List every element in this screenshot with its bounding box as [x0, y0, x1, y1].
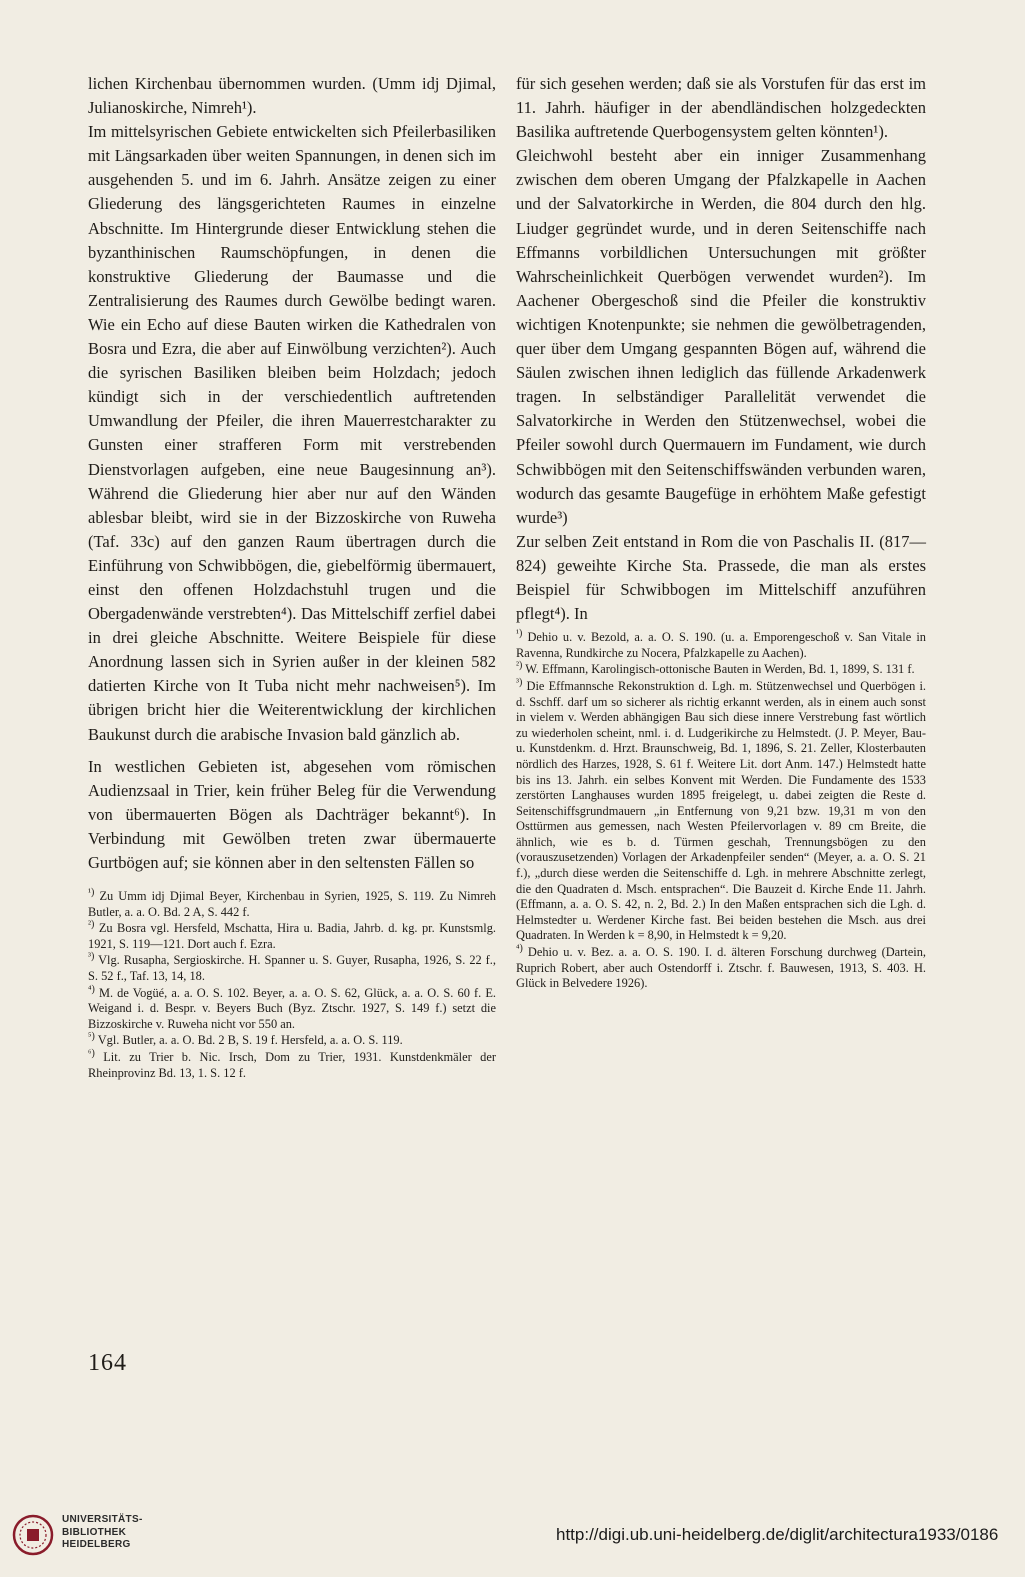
footnote-text: Dehio u. v. Bezold, a. a. O. S. 190. (u. a. Emporengeschoß v. San Vitale in Ravenna, Rundkirche zu Nocera, Pfalzkapelle zu Aachen).: [516, 630, 926, 660]
right-footnotes: [516, 630, 926, 992]
left-footnotes: [88, 886, 496, 1081]
library-line-2: BIBLIOTHEK: [62, 1526, 127, 1538]
library-line-1: UNIVERSITÄTS-: [62, 1514, 143, 1525]
footnote: [516, 630, 926, 661]
right-main-text: [516, 72, 926, 626]
footnote-text: Die Effmannsche Rekonstruktion d. Lgh. m. Stützenwechsel und Querbögen i. d. Sschff. darf um so sicherer als richtig erkannt werden, als in einem auch sonst in vielem v. Werden abhängigen Bau sich diese innere Verstrebung fast wörtlich zu wiederholen scheint, nml. i. d. Ludgerikirche zu Helmstedt. (J. P. Meyer, Bau- u. Kunstdenkm. d. Hrzt. Braunschweig, Bd. 1, 1896, S. 21. Zeller, Klosterbauten nördlich des Harzes, 1928, S. 61 f. Weitere Lit. dort Anm. 147.) Helmstedt hatte bis ins 13. Jahrh. ein selbes Konvent mit Werden. Die Fundamente des 1533 zerstörten Langhauses wurden 1895 freigelegt, u. dabei zeigten die Reste d. Seitenschiffsgrundmauern „in Entfernung von 9,21 bzw. 19,31 m von den Osttürmen aus gemessen, nach Westen Pfeilervorlagen v. 89 cm Breite, die ähnlich, wie es b. d. Türmen geschah, Trennungsbögen zu den (vorauszusetzenden) Vorlagen der Arkadenpfeiler senden“ (Meyer, a. a. O. S. 21 f.), „durch diese werden die Seitenschiffe d. Lgh. in mehrere Abschnitte zerlegt, die den Quadraten d. Msch. entsprachen“. Die Bauzeit d. Kirche Ende 11. Jahrh. (Effmann, a. a. O. S. 42, n. 2, Bd. 2.) In den Maßen entsprachen sich die Lgh. d. Helmstedter u. Werdener Kirche fast. Bei beiden bestehen die Msch. aus drei Quadraten. In Werden k = 8,90, in Helmstedt k = 9,20.: [516, 678, 926, 943]
footnote: [88, 1033, 496, 1049]
footnote-number: ⁶): [88, 1047, 95, 1059]
footnote-number: ¹): [88, 886, 95, 898]
footnote: [88, 886, 496, 920]
footnote-number: ²): [516, 660, 523, 672]
source-url[interactable]: http://digi.ub.uni-heidelberg.de/diglit/architectura1933/0186: [556, 1525, 999, 1544]
footnote-number: ⁴): [88, 983, 95, 995]
page-number: 164: [88, 1350, 127, 1376]
footnote: [516, 662, 926, 678]
footnote: [516, 942, 926, 992]
footnote-number: ³): [516, 676, 523, 688]
left-main-text: [88, 72, 496, 875]
body-paragraph: Gleichwohl besteht aber ein inniger Zusammenhang zwischen dem oberen Umgang der Pfalzkapelle in Aachen und der Salvatorkirche in Werden, die 804 durch den hlg. Liudger gegründet wurde, und in deren Seitenschiffe nach Effmanns vorbildlichen Untersuchungen mit größter Wahrscheinlichkeit Querbögen verwendet wurden²). Im Aachener Obergeschoß sind die Pfeiler die konstruktiv wichtigen Knotenpunkte; sie nehmen die gewölbetragenden, quer über dem Umgang gespannten Bögen auf, während die Säulen zwischen ihnen lediglich das füllende Arkadenwerk tragen. In selbständiger Parallelität verwendet die Salvatorkirche in Werden den Stützenwechsel, wobei die Pfeiler sowohl durch Quermauern im Fundament, wie durch Schwibbögen mit den Seitenschiffswänden verbunden waren, wodurch das gesamte Baugefüge in erhöhtem Maße gefestigt wurde³): [516, 146, 926, 527]
footnote-text: Lit. zu Trier b. Nic. Irsch, Dom zu Trier, 1931. Kunstdenkmäler der Rheinprovinz Bd. 13, 1. S. 12 f.: [88, 1050, 496, 1080]
footnote-text: Vlg. Rusapha, Sergioskirche. H. Spanner u. S. Guyer, Rusapha, 1926, S. 22 f., S. 52 f., Taf. 13, 14, 18.: [88, 953, 496, 984]
footnote: [88, 1047, 496, 1081]
footnote-number: ²): [88, 919, 95, 931]
library-line-3: HEIDELBERG: [62, 1539, 131, 1550]
footnote: [516, 676, 926, 944]
footnote-number: ⁵): [88, 1031, 95, 1043]
footnote-text: W. Effmann, Karolingisch-ottonische Bauten in Werden, Bd. 1, 1899, S. 131 f.: [525, 662, 915, 677]
library-name: [62, 1514, 143, 1552]
footnote: [88, 953, 496, 984]
body-paragraph: Im mittelsyrischen Gebiete entwickelten sich Pfeilerbasiliken mit Längsarkaden über weiten Spannungen, in denen sich im ausgehenden 5. und im 6. Jahrh. Ansätze zeigen zu einer Gliederung des längsgerichteten Raumes in einzelne Abschnitte. Im Hintergrunde dieser Entwicklung stehen die byzanthinischen Raumschöpfungen, in denen die konstruktive Gliederung der Baumasse und die Zentralisierung des Raumes durch Gewölbe bedingt waren. Wie ein Echo auf diese Bauten wirken die Kathedralen von Bosra und Ezra, die aber auf Einwölbung verzichten²). Auch die syrischen Basiliken bleiben beim Holzdach; jedoch kündigt sich in der verschiedentlich auftretenden Umwandlung der Pfeiler, die ihren Mauerrestcharakter zu Gunsten einer strafferen Form mit verstrebenden Dienstvorlagen aufgeben, eine neue Baugesinnung an³). Während die Gliederung hier aber nur auf den Wänden ablesbar bleibt, wird sie in der Bizzoskirche von Ruweha (Taf. 33c) auf den ganzen Raum übertragen durch die Einführung von Schwibbögen, die, giebelförmig übermauert, einst den offenen Holzdachstuhl trugen und die Obergadenwände verstrebten⁴). Das Mittelschiff zerfiel dabei in drei gleiche Abschnitte. Weitere Beispiele für diese Anordnung lassen sich in Syrien außer in der kleinen 582 datierten Kirche von It Tuba nicht mehr nachweisen⁵). Im übrigen bricht hier die Weiterentwicklung der kirchlichen Baukunst durch die arabische Invasion bald gänzlich ab.: [88, 122, 496, 744]
footnote-text: Vgl. Butler, a. a. O. Bd. 2 B, S. 19 f. Hersfeld, a. a. O. S. 119.: [97, 1033, 403, 1048]
library-logo: [12, 1512, 172, 1558]
library-seal-icon: [12, 1514, 54, 1556]
footnote-text: Zu Bosra vgl. Hersfeld, Mschatta, Hira u. Badia, Jahrb. d. kg. pr. Kunstsmlg. 1921, S. 119—121. Dort auch f. Ezra.: [88, 921, 496, 951]
body-paragraph: In westlichen Gebieten ist, abgesehen vom römischen Audienzsaal in Trier, kein früher Beleg für die Verwendung von übermauerten Bögen als Dachträger bekannt⁶). In Verbindung mit Gewölben treten zwar übermauerte Gurtbögen auf; sie können aber in den seltensten Fällen so: [88, 756, 496, 872]
footnote-number: ³): [88, 951, 95, 963]
left-column: [88, 72, 496, 1082]
footnote: [88, 921, 496, 952]
footnote-text: Dehio u. v. Bez. a. a. O. S. 190. I. d. älteren Forschung durchweg (Dartein, Ruprich Robert, aber auch Ostendorff i. Ztschr. f. Bauwesen, 1913, S. 403. H. Glück in Belvedere 1926).: [516, 945, 926, 991]
footnote-number: ¹): [516, 628, 523, 640]
body-paragraph: Zur selben Zeit entstand in Rom die von Paschalis II. (817—824) geweihte Kirche Sta. Prassede, die man als erstes Beispiel für Schwibbogen im Mittelschiff anzuführen pflegt⁴). In: [516, 531, 926, 624]
body-paragraph: lichen Kirchenbau übernommen wurden. (Umm idj Djimal, Julianoskirche, Nimreh¹).: [88, 74, 496, 118]
footnote-number: ⁴): [516, 942, 523, 954]
footnote-text: M. de Vogüé, a. a. O. S. 102. Beyer, a. a. O. S. 62, Glück, a. a. O. S. 60 f. E. Weigand i. d. Bespr. v. Beyers Buch (Byz. Ztschr. 1927, S. 149 f.) setzt die Bizzoskirche v. Ruweha nicht vor 550 an.: [88, 985, 496, 1031]
footnote: [88, 983, 496, 1033]
footnote-text: Zu Umm idj Djimal Beyer, Kirchenbau in Syrien, 1925, S. 119. Zu Nimreh Butler, a. a. O. Bd. 2 A, S. 442 f.: [88, 889, 496, 919]
body-paragraph: für sich gesehen werden; daß sie als Vorstufen für das erst im 11. Jahrh. häufiger in der abendländischen holzgedeckten Basilika auftretende Querbogensystem gelten könnten¹).: [516, 74, 926, 142]
right-column: [516, 72, 926, 993]
